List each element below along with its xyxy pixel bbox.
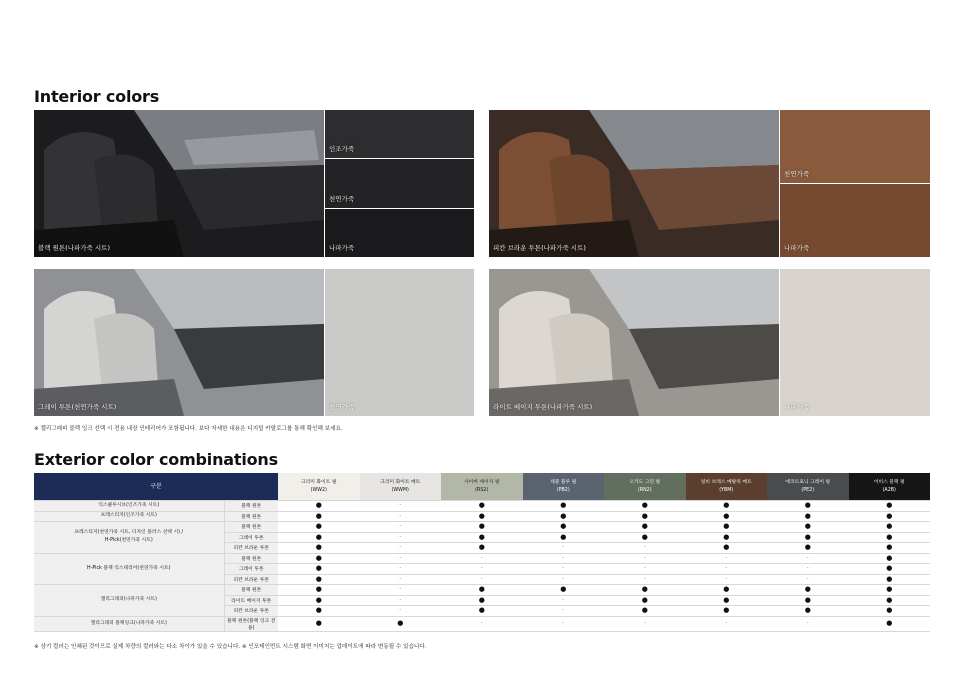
color-code: (YBM) — [719, 487, 734, 493]
table-header-row — [34, 473, 930, 501]
trim-label: 피칸 브라운 투톤 — [224, 543, 278, 554]
swatch-synthetic-leather — [325, 110, 474, 158]
available-mark: ● — [523, 501, 605, 512]
available-mark: ● — [441, 511, 523, 522]
available-mark: ● — [604, 585, 686, 596]
unavailable-mark: - — [686, 574, 768, 585]
available-mark: ● — [686, 606, 768, 617]
trim-label: 블랙 원톤(블랙 잉크 전용) — [224, 616, 278, 631]
available-mark: ● — [849, 616, 931, 631]
unavailable-mark: - — [360, 564, 442, 575]
available-mark: ● — [767, 511, 849, 522]
available-mark: ● — [441, 606, 523, 617]
group-label-line: H-Pick 블랙 익스테리어(천연가죽 시트) — [87, 565, 171, 571]
group-label — [34, 585, 224, 617]
unavailable-mark: - — [360, 543, 442, 554]
group-label — [34, 511, 224, 522]
color-code: (PB2) — [556, 487, 570, 493]
unavailable-mark: - — [604, 616, 686, 631]
group-label — [34, 616, 224, 631]
available-mark: ● — [604, 595, 686, 606]
available-mark: ● — [278, 522, 360, 533]
trim-label: 라이트 베이지 투톤 — [224, 595, 278, 606]
interior-note: ※ 캘리그래피 블랙 잉크 선택 시 전용 내장 인테리어가 포함됩니다. 보다 자세한 내용은 디지털 카탈로그를 통해 확인해 보세요. — [34, 426, 343, 432]
available-mark: ● — [278, 532, 360, 543]
unavailable-mark: - — [360, 595, 442, 606]
unavailable-mark: - — [767, 564, 849, 575]
available-mark: ● — [360, 616, 442, 631]
available-mark: ● — [686, 532, 768, 543]
unavailable-mark: - — [604, 564, 686, 575]
color-header — [849, 473, 931, 501]
available-mark: ● — [441, 585, 523, 596]
unavailable-mark: - — [360, 553, 442, 564]
available-mark: ● — [441, 543, 523, 554]
swatch-nappa-leather — [325, 209, 474, 257]
trim-label: 피칸 브라운 투톤 — [224, 574, 278, 585]
available-mark: ● — [278, 574, 360, 585]
available-mark: ● — [278, 606, 360, 617]
group-label — [34, 501, 224, 512]
interior-photo-gray — [34, 269, 324, 416]
available-mark: ● — [441, 532, 523, 543]
exterior-combinations-title: Exterior color combinations — [34, 450, 278, 469]
unavailable-mark: - — [441, 574, 523, 585]
color-header — [441, 473, 523, 501]
swatch-label: 나파가죽 — [784, 244, 810, 252]
available-mark: ● — [523, 585, 605, 596]
swatch-label: 천연가죽 — [329, 403, 355, 411]
swatch-natural-leather — [780, 110, 930, 183]
unavailable-mark: - — [523, 564, 605, 575]
available-mark: ● — [767, 532, 849, 543]
available-mark: ● — [849, 511, 931, 522]
unavailable-mark: - — [360, 532, 442, 543]
available-mark: ● — [767, 595, 849, 606]
group-label-line: H-Pick(천연가죽 시트) — [104, 538, 153, 544]
available-mark: ● — [278, 564, 360, 575]
trim-label: 피칸 브라운 투톤 — [224, 606, 278, 617]
color-header — [278, 473, 360, 501]
available-mark: ● — [686, 522, 768, 533]
table-row — [34, 585, 930, 596]
unavailable-mark: - — [360, 606, 442, 617]
unavailable-mark: - — [523, 553, 605, 564]
unavailable-mark: - — [604, 543, 686, 554]
unavailable-mark: - — [523, 616, 605, 631]
available-mark: ● — [604, 606, 686, 617]
available-mark: ● — [686, 543, 768, 554]
swatch-nappa-leather — [780, 269, 930, 416]
table-row — [34, 522, 930, 533]
available-mark: ● — [441, 522, 523, 533]
available-mark: ● — [441, 595, 523, 606]
available-mark: ● — [849, 532, 931, 543]
trim-label: 그레이 투톤 — [224, 532, 278, 543]
available-mark: ● — [849, 606, 931, 617]
panel-caption: 블랙 원톤(나파가죽 시트) — [38, 244, 110, 252]
table-row — [34, 553, 930, 564]
available-mark: ● — [523, 532, 605, 543]
trim-label: 블랙 원톤 — [224, 522, 278, 533]
available-mark: ● — [767, 543, 849, 554]
unavailable-mark: - — [360, 574, 442, 585]
unavailable-mark: - — [523, 606, 605, 617]
unavailable-mark: - — [441, 553, 523, 564]
available-mark: ● — [278, 616, 360, 631]
group-label-line: 익스클루시브(인조가죽 시트) — [98, 502, 160, 508]
unavailable-mark: - — [441, 616, 523, 631]
header-category: 구분 — [34, 473, 278, 501]
available-mark: ● — [604, 532, 686, 543]
available-mark: ● — [441, 501, 523, 512]
exterior-note: ※ 상기 컬러는 인쇄된 것이므로 실제 차량의 컬러와는 다소 차이가 있을 수 있습니다. ※ 인포테인먼트 시스템 화면 이미지는 업데이트에 따라 변동될 수 있습니다. — [34, 644, 427, 650]
unavailable-mark: - — [686, 564, 768, 575]
color-code: (WWM) — [391, 487, 409, 493]
group-label — [34, 553, 224, 585]
table-row — [34, 501, 930, 512]
available-mark: ● — [849, 553, 931, 564]
group-label-line: 프레스티지(인조가죽 시트) — [100, 513, 157, 519]
available-mark: ● — [767, 606, 849, 617]
available-mark: ● — [849, 574, 931, 585]
available-mark: ● — [767, 522, 849, 533]
table-row — [34, 511, 930, 522]
available-mark: ● — [604, 501, 686, 512]
color-header — [767, 473, 849, 501]
available-mark: ● — [849, 543, 931, 554]
color-header — [686, 473, 768, 501]
unavailable-mark: - — [360, 511, 442, 522]
color-name: 세블 블루 펄 — [550, 479, 577, 485]
available-mark: ● — [767, 501, 849, 512]
unavailable-mark: - — [767, 553, 849, 564]
unavailable-mark: - — [360, 522, 442, 533]
interior-colors-title: Interior colors — [34, 87, 160, 106]
available-mark: ● — [849, 595, 931, 606]
available-mark: ● — [686, 511, 768, 522]
group-label-line: 캘리그래피(나파가죽 시트) — [100, 597, 157, 603]
swatch-label: 나파가죽 — [329, 244, 355, 252]
color-header — [523, 473, 605, 501]
color-name: 어비스 블랙 펄 — [873, 479, 905, 485]
swatch-label: 나파가죽 — [784, 403, 810, 411]
panel-caption: 그레이 투톤(천연가죽 시트) — [38, 403, 117, 411]
available-mark: ● — [849, 564, 931, 575]
available-mark: ● — [767, 585, 849, 596]
panel-caption: 피칸 브라운 투톤(나파가죽 시트) — [493, 244, 586, 252]
available-mark: ● — [849, 585, 931, 596]
unavailable-mark: - — [686, 616, 768, 631]
available-mark: ● — [278, 595, 360, 606]
table-body — [34, 501, 930, 632]
trim-label: 그레이 투톤 — [224, 564, 278, 575]
color-name: 에코트로닉 그레이 펄 — [785, 479, 831, 485]
available-mark: ● — [686, 595, 768, 606]
exterior-color-table — [34, 473, 930, 632]
available-mark: ● — [278, 543, 360, 554]
unavailable-mark: - — [767, 574, 849, 585]
interior-photo-beige — [489, 269, 779, 416]
color-header — [360, 473, 442, 501]
color-code: (RS2) — [475, 487, 489, 493]
color-name: 얼비 브레스 메탈릭 매트 — [700, 479, 752, 485]
unavailable-mark: - — [523, 543, 605, 554]
available-mark: ● — [686, 585, 768, 596]
interior-photo-black — [34, 110, 324, 257]
swatch-natural-leather — [325, 159, 474, 208]
color-code: (PE2) — [801, 487, 815, 493]
unavailable-mark: - — [604, 553, 686, 564]
available-mark: ● — [686, 501, 768, 512]
available-mark: ● — [278, 585, 360, 596]
available-mark: ● — [604, 511, 686, 522]
swatch-nappa-leather — [780, 184, 930, 257]
color-header — [604, 473, 686, 501]
available-mark: ● — [523, 511, 605, 522]
swatch-label: 천연가죽 — [784, 170, 810, 178]
table-row — [34, 616, 930, 631]
available-mark: ● — [278, 511, 360, 522]
color-name: 크리미 화이트 매트 — [380, 479, 421, 485]
swatch-natural-leather — [325, 269, 474, 416]
group-label-line: 캘리그래피 블랙잉크(나파가죽 시트) — [90, 620, 167, 626]
group-label-line: 프레스티지(천연가죽 시트, 디자인 플러스 선택 시) / — [74, 530, 184, 536]
unavailable-mark: - — [604, 574, 686, 585]
panel-caption: 라이트 베이지 투톤(나파가죽 시트) — [493, 403, 593, 411]
available-mark: ● — [523, 522, 605, 533]
unavailable-mark: - — [441, 564, 523, 575]
unavailable-mark: - — [523, 574, 605, 585]
color-code: (RN2) — [637, 487, 652, 493]
unavailable-mark: - — [523, 595, 605, 606]
swatch-label: 인조가죽 — [329, 145, 355, 153]
trim-label: 블랙 원톤 — [224, 501, 278, 512]
color-name: 오카도 그린 펄 — [629, 479, 661, 485]
unavailable-mark: - — [360, 585, 442, 596]
color-code: (A2B) — [882, 487, 896, 493]
color-name: 크리미 화이트 펄 — [301, 479, 337, 485]
trim-label: 블랙 원톤 — [224, 585, 278, 596]
unavailable-mark: - — [686, 553, 768, 564]
available-mark: ● — [604, 522, 686, 533]
group-label — [34, 522, 224, 554]
color-code: (WW2) — [310, 487, 327, 493]
available-mark: ● — [278, 553, 360, 564]
swatch-label: 천연가죽 — [329, 195, 355, 203]
unavailable-mark: - — [767, 616, 849, 631]
color-name: 사이버 세이지 펄 — [464, 479, 500, 485]
unavailable-mark: - — [360, 501, 442, 512]
available-mark: ● — [849, 522, 931, 533]
trim-label: 블랙 원톤 — [224, 553, 278, 564]
interior-photo-brown — [489, 110, 779, 257]
available-mark: ● — [849, 501, 931, 512]
available-mark: ● — [278, 501, 360, 512]
trim-label: 블랙 원톤 — [224, 511, 278, 522]
